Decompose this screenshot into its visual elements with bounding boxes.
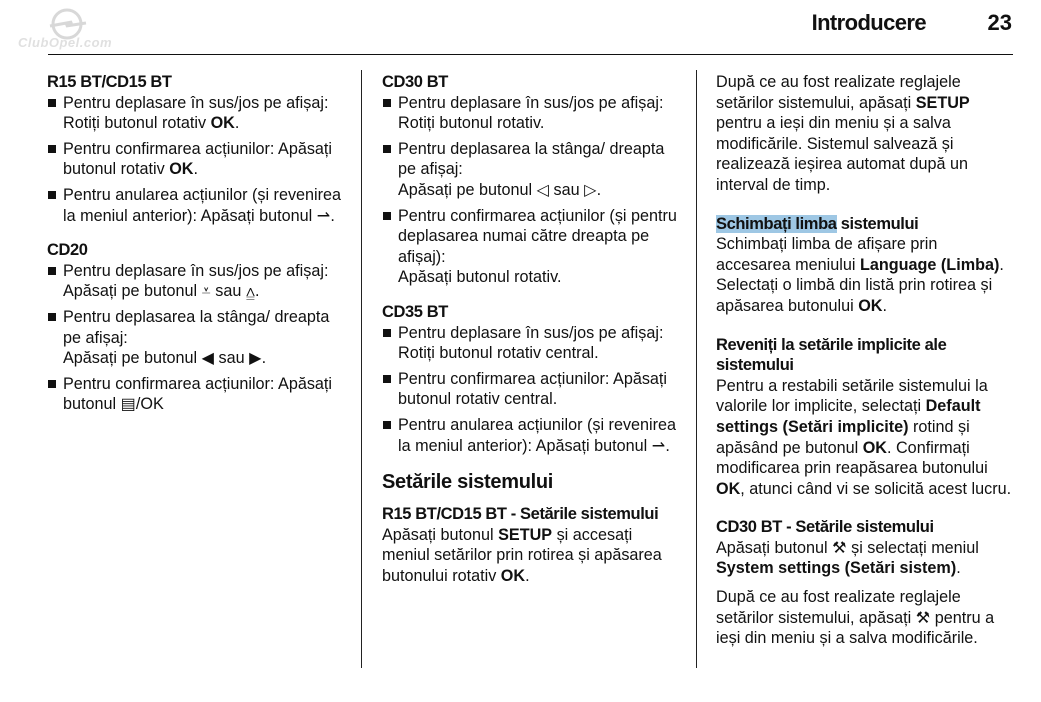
- section-cd30bt-system-settings: [716, 517, 1016, 649]
- column-divider-1: [361, 70, 362, 668]
- bullet-list: [382, 323, 682, 457]
- bullet-list: [47, 93, 347, 227]
- right-triangle-icon: ▷: [584, 180, 597, 199]
- section-heading: CD20: [47, 241, 88, 260]
- section-heading: R15 BT/CD15 BT: [47, 73, 172, 91]
- chapter-title: Introducere: [811, 10, 926, 35]
- list-item: Pentru confirmarea acțiunilor (și pentru deplasarea numai către dreapta pe afișaj): Apăsați butonul rotativ.: [382, 206, 682, 288]
- section-cd20: [47, 240, 347, 415]
- section-default-settings: [716, 335, 1016, 500]
- paragraph: După ce au fost realizate reglajele setărilor sistemului, apăsați SETUP pentru a ieși din meniu și a salva modificările. Sistemul salvează și realizează ieșirea automat după un interval de timp.: [716, 73, 970, 194]
- settings-button-icon: ⚒: [832, 538, 847, 557]
- list-item: Pentru deplasarea la stânga/ dreapta pe afișaj: Apăsați pe butonul ◁ sau ▷.: [382, 139, 682, 201]
- list-item: Pentru deplasare în sus/jos pe afișaj: Rotiți butonul rotativ.: [382, 93, 682, 134]
- list-item: Pentru anularea acțiunilor (și revenirea la meniul anterior): Apăsați butonul ⇀.: [47, 185, 347, 226]
- up-button-icon: ⩠: [245, 282, 255, 301]
- column-3: [716, 72, 1016, 649]
- bullet-list: [47, 261, 347, 415]
- column-2: [382, 72, 682, 586]
- paragraph: Schimbați limba de afișare prin accesarea meniului Language (Limba). Selectați o limbă din listă prin rotirea și apăsarea butonului OK.: [716, 235, 1004, 315]
- list-item: Pentru confirmarea acțiunilor: Apăsați butonul ▤/OK: [47, 374, 347, 415]
- paragraph: Apăsați butonul SETUP și accesați meniul setărilor prin rotirea și apăsarea butonului rotativ OK.: [382, 525, 662, 585]
- list-item: Pentru deplasare în sus/jos pe afișaj: Rotiți butonul rotativ central.: [382, 323, 682, 364]
- list-item: Pentru confirmarea acțiunilor: Apăsați butonul rotativ OK.: [47, 139, 347, 180]
- list-item: Pentru anularea acțiunilor (și revenirea la meniul anterior): Apăsați butonul ⇀.: [382, 415, 682, 456]
- back-button-icon: ⇀: [651, 436, 666, 455]
- paragraph: Apăsați butonul ⚒ și selectați meniul System settings (Setări sistem).: [716, 538, 979, 578]
- section-system-settings: [382, 470, 682, 586]
- section-cd35bt: [382, 302, 682, 456]
- section-heading: CD35 BT: [382, 302, 448, 321]
- logo-text: ClubOpel.com: [18, 35, 113, 50]
- list-item: Pentru confirmarea acțiunilor: Apăsați butonul rotativ central.: [382, 369, 682, 410]
- chapter-subtitle: Setările sistemului: [382, 471, 554, 494]
- left-arrow-icon: ◀: [201, 349, 215, 368]
- page-number: 23: [987, 10, 1012, 35]
- paragraph: După ce au fost realizate reglajele setărilor sistemului, apăsați ⚒ pentru a ieși din meniu și a salva modificările.: [716, 588, 995, 648]
- section-heading: R15 BT/CD15 BT - Setările sistemului: [382, 505, 659, 524]
- down-button-icon: ⩡: [201, 282, 211, 301]
- column-divider-2: [696, 70, 697, 668]
- list-item: Pentru deplasarea la stânga/ dreapta pe afișaj: Apăsați pe butonul ◀ sau ▶.: [47, 307, 347, 369]
- header-divider: [48, 54, 1013, 55]
- menu-button-icon: ▤: [120, 395, 136, 414]
- right-arrow-icon: ▶: [249, 349, 262, 368]
- section-heading: CD30 BT: [382, 73, 448, 91]
- section-change-language: [716, 214, 1016, 317]
- back-button-icon: ⇀: [316, 206, 331, 225]
- column-1: [47, 72, 347, 429]
- settings-button-icon: ⚒: [915, 608, 931, 627]
- club-opel-watermark-logo: [14, 8, 120, 52]
- highlighted-text: Schimbați limba: [716, 214, 837, 233]
- section-cd30bt: [382, 72, 682, 288]
- bullet-list: [382, 93, 682, 288]
- section-heading: Reveniți la setările implicite ale sistemului: [716, 335, 947, 375]
- section-r15bt-cd15bt: [47, 72, 347, 226]
- section-heading: CD30 BT - Setările sistemului: [716, 518, 934, 537]
- section-heading: Schimbați limba sistemului: [716, 214, 919, 233]
- left-triangle-icon: ◁: [536, 180, 550, 199]
- list-item: Pentru deplasare în sus/jos pe afișaj: Apăsați pe butonul ⩡ sau ⩠.: [47, 261, 347, 302]
- paragraph: Pentru a restabili setările sistemului la valorile lor implicite, selectați Default settings (Setări implicite) rotind și apăsând pe butonul OK. Confirmați modificarea prin reapăsarea butonului OK, atunci când vi se solicită acest lucru.: [716, 376, 1012, 498]
- list-item: Pentru deplasare în sus/jos pe afișaj: Rotiți butonul rotativ OK.: [47, 93, 347, 134]
